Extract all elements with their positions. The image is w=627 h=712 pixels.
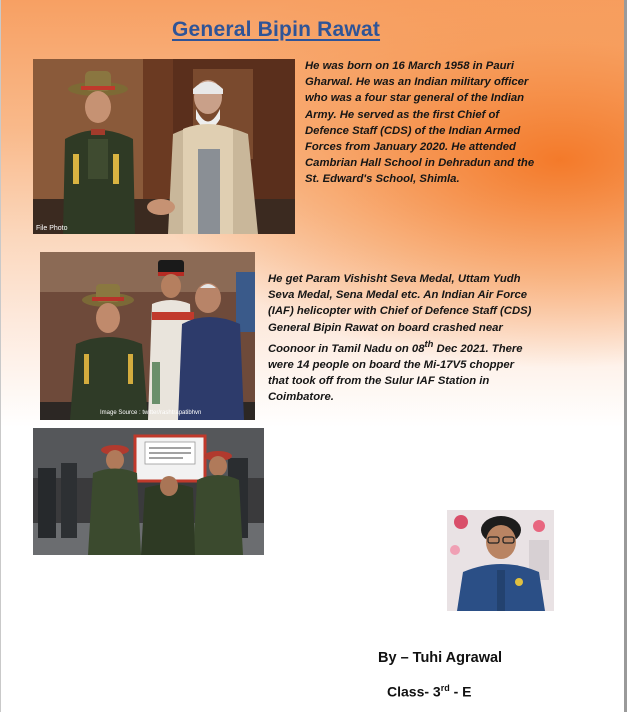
class-suffix: - E [449, 683, 472, 700]
biography-paragraph-2 [268, 271, 536, 405]
paragraph2-sup: th [424, 337, 434, 349]
paragraph2-text: He get Param Vishisht Seva Medal, Uttam Yudh Seva Medal, Sena Medal etc. An Indian Air Force (IAF) helicopter with Chief of Defence Staff (CDS) General Bipin Rawat on board crashed near Coonoor in Tamil Nadu on 08 [268, 273, 532, 355]
photo1-watermark: File Photo [36, 225, 68, 232]
paragraph2-text-end: Dec 2021. There were 14 people on board the Mi-17V5 chopper that took off from the Sulur IAF Station in Coimbatore. [268, 342, 523, 404]
page-title: General Bipin Rawat [172, 18, 381, 41]
photo-award-ceremony [40, 252, 255, 420]
photo-funeral-procession [33, 428, 264, 555]
photo2-watermark: Image Source : twitter/rashtrapatibhvn [100, 410, 202, 416]
class-prefix: Class- 3 [387, 683, 441, 700]
page-border-left [0, 0, 1, 712]
photo-author-portrait [447, 510, 554, 611]
biography-paragraph-1: He was born on 16 March 1958 in Pauri Gharwal. He was an Indian military officer who was a four star general of the Indian Army. He served as the first Chief of Defence Staff (CDS) of the Indian Armed Forces from January 2020. He attended Cambrian Hall School in Dehradun and the St. Edward's School, Shimla. [305, 60, 535, 186]
photo-handshake [33, 59, 295, 234]
author-class [387, 683, 471, 700]
class-sup: rd [440, 683, 450, 693]
author-credit: By – Tuhi Agrawal [378, 650, 503, 666]
